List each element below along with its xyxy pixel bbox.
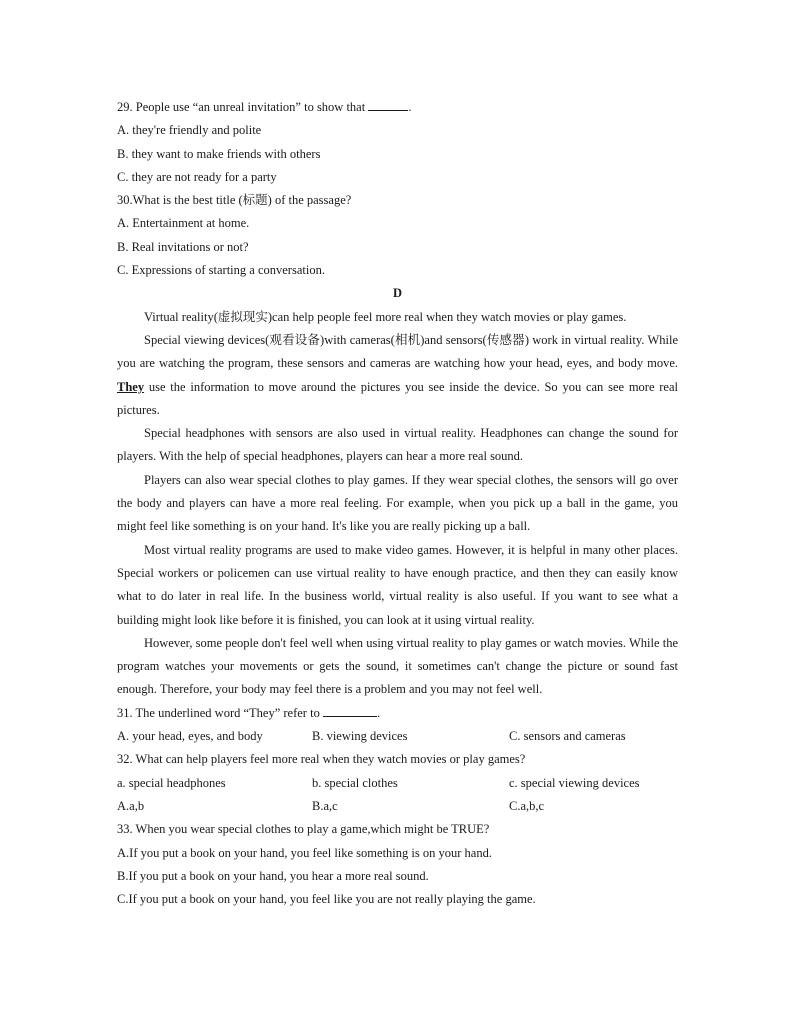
question-29-option-a: A. they're friendly and polite	[117, 123, 262, 138]
question-29-text: 29. People use “an unreal invitation” to show that	[117, 100, 369, 114]
question-32-item-a: a. special headphones	[117, 775, 226, 790]
passage-paragraph-6: However, some people don't feel well when using virtual reality to play games or watch movies. While the program watches your movements or gets the sound, it sometimes can't change the picture or sound fast enough. Therefore, your body may feel there is a problem and you may not feel well.	[117, 635, 678, 697]
question-30-stem: 30.What is the best title (标题) of the passage?	[117, 193, 352, 208]
question-31-option-a: A. your head, eyes, and body	[117, 729, 263, 744]
question-33-stem: 33. When you wear special clothes to play a game,which might be TRUE?	[117, 822, 490, 837]
question-30-option-b: B. Real invitations or not?	[117, 239, 249, 254]
question-29-option-c: C. they are not ready for a party	[117, 169, 277, 184]
worksheet-page	[117, 96, 678, 911]
question-32-option-c: C.a,b,c	[509, 798, 545, 813]
question-29-option-b: B. they want to make friends with others	[117, 146, 321, 161]
passage-paragraph-5: Most virtual reality programs are used to make video games. However, it is helpful in many other places. Special workers or policemen can use virtual reality to have enough practice, and then they can easily know what to do later in real life. In the business world, virtual reality is also useful. If you want to see what a building might look like before it is finished, you can look at it using virtual reality.	[117, 542, 678, 627]
question-32-stem: 32. What can help players feel more real when they watch movies or play games?	[117, 752, 526, 767]
question-32-item-b: b. special clothes	[312, 775, 398, 790]
question-32-option-a: A.a,b	[117, 798, 145, 813]
question-31-option-b: B. viewing devices	[312, 729, 408, 744]
question-31-option-c: C. sensors and cameras	[509, 729, 626, 744]
question-30-option-c: C. Expressions of starting a conversation.	[117, 263, 325, 278]
passage-paragraph-4: Players can also wear special clothes to play games. If they wear special clothes, the sensors will go over the body and players can have a more real feeling. For example, when you pick up a ball in the game, you might feel like something is on your hand. It's like you are really picking up a ball.	[117, 472, 678, 534]
passage-paragraph-3: Special headphones with sensors are also used in virtual reality. Headphones can change the sound for players. With the help of special headphones, players can hear a more real sound.	[117, 426, 678, 464]
question-32-options	[117, 795, 678, 818]
underlined-word: They	[117, 379, 145, 394]
question-33-option-a: A.If you put a book on your hand, you feel like something is on your hand.	[117, 845, 492, 860]
question-33-option-c: C.If you put a book on your hand, you feel like you are not really playing the game.	[117, 892, 536, 907]
question-31-stem	[117, 702, 678, 725]
section-heading: D	[392, 286, 403, 301]
question-31-text: 31. The underlined word “They” refer to	[117, 705, 323, 720]
question-29-end: .	[408, 100, 412, 114]
question-30-option-a: A. Entertainment at home.	[117, 216, 250, 231]
answer-blank	[323, 702, 377, 717]
question-32-items	[117, 772, 678, 795]
question-33-option-b: B.If you put a book on your hand, you hear a more real sound.	[117, 868, 429, 883]
passage-paragraph-1: Virtual reality(虚拟现实)can help people feel more real when they watch movies or play games.	[144, 309, 627, 324]
answer-blank	[368, 96, 408, 111]
passage-paragraph-2	[117, 329, 678, 422]
question-31-options	[117, 725, 678, 748]
question-29-stem	[117, 96, 678, 119]
question-31-end: .	[376, 705, 381, 720]
question-32-item-c: c. special viewing devices	[509, 775, 640, 790]
passage-paragraph-2-end: use the information to move around the pictures you see inside the device. So you can see more real pictures.	[117, 379, 678, 417]
passage-paragraph-2-start: Special viewing devices(观看设备)with cameras(相机)and sensors(传感器) work in virtual reality. While you are watching the program, these sensors and cameras are watching how your head, eyes, and body move.	[117, 332, 678, 371]
question-32-option-b: B.a,c	[312, 798, 338, 813]
